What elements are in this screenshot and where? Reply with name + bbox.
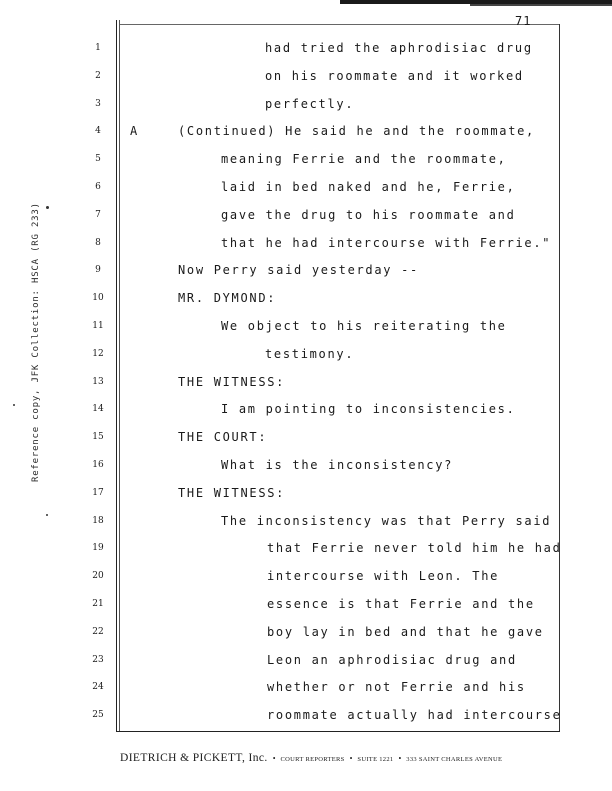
transcript-line-text: on his roommate and it worked [265, 68, 524, 83]
line-number: 4 [95, 126, 101, 137]
footer-separator: • [398, 754, 402, 763]
line-number: 6 [95, 182, 101, 192]
transcript-line-text: roommate actually had intercourse [267, 708, 562, 723]
transcript-line-text: that Ferrie never told him he had [267, 541, 562, 556]
line-number: 20 [92, 571, 104, 582]
transcript-line-text: MR. DYMOND: [178, 291, 277, 306]
line-number: 8 [95, 237, 101, 248]
transcript-line-text: Now Perry said yesterday -- [178, 263, 419, 278]
line-number: 15 [92, 432, 104, 443]
line-number: 16 [92, 460, 104, 470]
footer-suite: SUITE 1221 [357, 756, 394, 763]
transcript-line-text: essence is that Ferrie and the [267, 597, 535, 611]
transcript-line-text: THE COURT: [178, 430, 268, 445]
transcript-line-text: testimony. [265, 346, 355, 361]
line-number: 2 [95, 70, 101, 81]
line-number: 13 [92, 376, 104, 387]
transcript-line-text: boy lay in bed and that he gave [267, 624, 544, 639]
scan-edge-mark-2 [470, 4, 612, 6]
line-number: 1 [95, 43, 101, 53]
line-number: 5 [95, 154, 101, 165]
line-number: 12 [92, 348, 104, 359]
transcript-line-text: (Continued) He said he and the roommate, [178, 124, 535, 139]
transcript-line-text: We object to his reiterating the [221, 319, 507, 333]
line-number: 25 [92, 710, 104, 721]
footer-address: 333 SAINT CHARLES AVENUE [406, 756, 503, 763]
line-number: 7 [95, 209, 101, 220]
line-number: 18 [92, 515, 104, 526]
transcript-line-text: perfectly. [265, 96, 355, 111]
line-number: 21 [92, 599, 104, 609]
firm-name: DIETRICH & PICKETT, Inc. [120, 752, 268, 764]
frame-top-rule [120, 24, 560, 25]
line-number: 19 [92, 543, 104, 554]
line-number: 3 [95, 98, 101, 109]
footer-separator: • [272, 754, 276, 763]
line-number: 11 [92, 321, 104, 331]
frame-left-rule [116, 20, 117, 732]
line-number: 14 [92, 404, 104, 415]
transcript-line-text: had tried the aphrodisiac drug [265, 41, 533, 55]
answer-marker: A [130, 124, 139, 139]
line-number: 22 [92, 626, 104, 637]
line-number: 17 [92, 487, 104, 498]
line-number: 9 [95, 265, 101, 276]
line-number: 23 [92, 654, 104, 665]
transcript-line-text: intercourse with Leon. The [267, 569, 500, 584]
transcript-line-text: laid in bed naked and he, Ferrie, [221, 180, 516, 194]
archive-reference-label: Reference copy, JFK Collection: HSCA (RG 233) [31, 202, 41, 482]
footer-separator: • [349, 754, 353, 763]
transcript-line-text: meaning Ferrie and the roommate, [221, 152, 507, 167]
transcript-line-text: I am pointing to inconsistencies. [221, 402, 516, 417]
transcript-line-text: THE WITNESS: [178, 374, 286, 389]
scan-speck [13, 404, 15, 406]
page-number: 71 [515, 14, 532, 28]
transcript-line-text: The inconsistency was that Perry said [221, 513, 552, 528]
transcript-line-text: whether or not Ferrie and his [267, 680, 526, 695]
scan-speck [46, 206, 49, 209]
reporter-footer [120, 748, 560, 766]
transcript-line-text: gave the drug to his roommate and [221, 207, 516, 222]
transcript-line-text: that he had intercourse with Ferrie." [221, 235, 552, 250]
frame-bottom-rule [116, 731, 560, 732]
scan-speck [46, 514, 48, 516]
line-number: 10 [92, 293, 104, 304]
line-number: 24 [92, 682, 104, 693]
transcript-line-text: Leon an aphrodisiac drug and [267, 652, 517, 667]
frame-right-rule [559, 24, 560, 732]
transcript-line-text: What is the inconsistency? [221, 458, 454, 472]
transcript-line-text: THE WITNESS: [178, 485, 286, 500]
frame-left-rule-inner [119, 20, 120, 732]
footer-role: COURT REPORTERS [280, 756, 345, 763]
